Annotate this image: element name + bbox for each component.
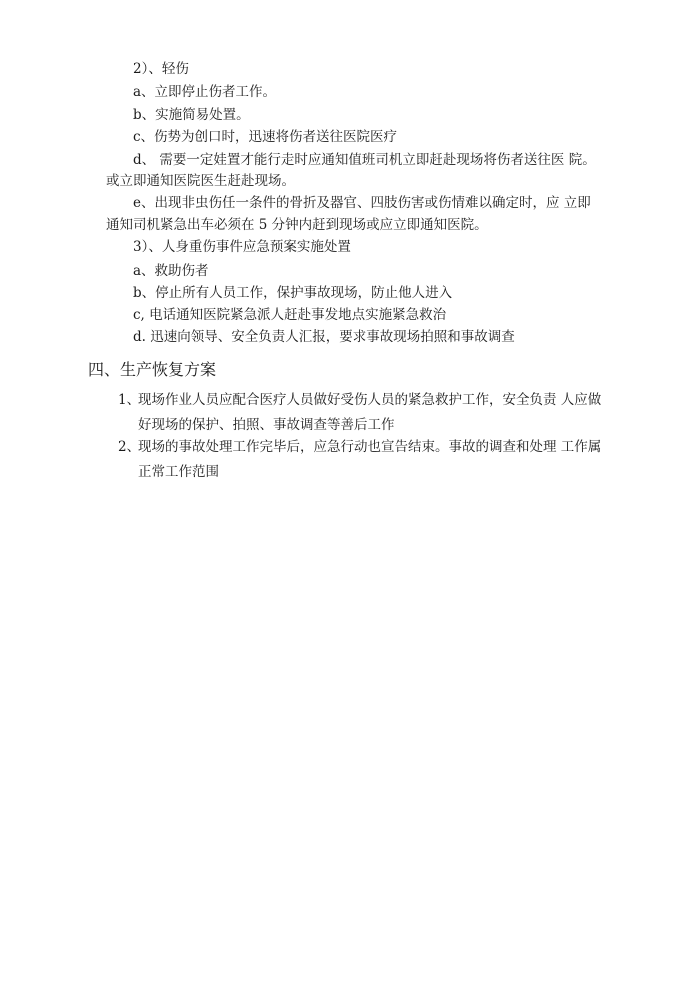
minor-item-d: d、 需要一定娃置才能行走时应通知值班司机立即赶赴现场将伤者送往医 院。 [133, 152, 596, 168]
recovery-item-1-number: 1、 [118, 392, 141, 408]
minor-item-d-continued: 或立即通知医院医生赶赴现场。 [106, 173, 295, 189]
recovery-item-2-text: 现场的事故处理工作完毕后，应急行动也宣告结束。事故的调查和处理 工作属正常工作范围 [138, 439, 602, 480]
minor-item-e-continued: 通知司机紧急出车必须在 5 分钟内赶到现场或应立即通知医院。 [106, 217, 488, 233]
minor-item-e: e、出现非虫伤任一条件的骨折及器官、四肢伤害或伤情难以确定时，应 立即 [133, 195, 591, 211]
serious-injury-title: 3）、人身重伤事件应急预案实施处置 [133, 239, 351, 255]
serious-item-d: d. 迅速向领导、安全负责人汇报，要求事故现场拍照和事故调查 [133, 329, 515, 345]
minor-injury-title: 2）、轻伤 [133, 61, 189, 77]
section-4-title: 四、生产恢复方案 [88, 360, 217, 379]
recovery-item-2 [118, 435, 613, 485]
minor-item-c: c、伤势为创口时，迅速将伤者送往医院医疗 [133, 129, 398, 145]
recovery-item-1 [118, 388, 613, 438]
serious-item-c: c, 电话通知医院紧急派人赶赴事发地点实施紧急救治 [133, 307, 447, 323]
serious-item-a: a、救助伤者 [133, 263, 209, 279]
recovery-item-1-text: 现场作业人员应配合医疗人员做好受伤人员的紧急救护工作，安全负责 人应做好现场的保护、拍照、事故调查等善后工作 [138, 392, 602, 433]
serious-item-b: b、停止所有人员工作，保护事故现场，防止他人进入 [133, 285, 453, 301]
recovery-item-2-number: 2、 [118, 439, 141, 455]
minor-item-a: a、立即停止伤者工作。 [133, 84, 277, 100]
minor-item-b: b、实施简易处置。 [133, 107, 250, 123]
